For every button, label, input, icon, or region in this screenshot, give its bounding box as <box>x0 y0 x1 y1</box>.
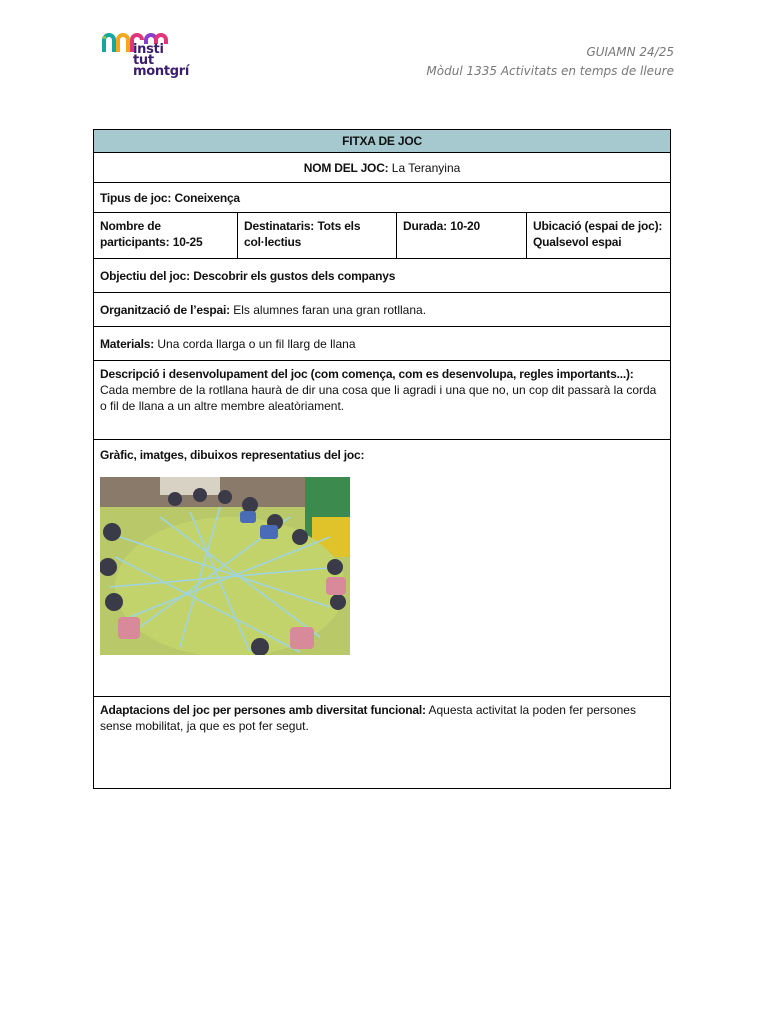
objective-cell <box>94 259 671 293</box>
sheet-title: FITXA DE JOC <box>342 134 422 148</box>
materials-label: Materials: <box>100 336 155 351</box>
adaptations-label: Adaptacions del joc per persones amb diversitat funcional: <box>100 703 426 717</box>
participants-label: Nombre de participants: <box>100 219 170 249</box>
game-type-cell <box>94 183 671 213</box>
objective-row <box>94 259 671 293</box>
game-name-label: NOM DEL JOC: <box>303 160 389 175</box>
adaptations-cell <box>94 697 671 789</box>
duration-label: Durada: <box>403 219 447 233</box>
duration-value: 10-20 <box>450 219 480 233</box>
organization-value: Els alumnes faran una gran rotllana. <box>233 302 427 317</box>
logo-line-1: insti <box>133 42 164 57</box>
organization-cell <box>94 293 671 327</box>
module-name: Mòdul 1335 Activitats en temps de lleure <box>426 64 674 78</box>
description-cell <box>94 361 671 440</box>
duration-cell <box>397 213 527 259</box>
name-row <box>94 153 671 183</box>
participants-value: 10-25 <box>172 235 203 249</box>
doc-code: GUIAMN 24/25 <box>586 45 674 59</box>
game-sheet-table <box>93 129 671 789</box>
game-name-cell <box>94 153 671 183</box>
materials-cell <box>94 327 671 361</box>
type-row <box>94 183 671 213</box>
participants-cell <box>94 213 238 259</box>
graphics-label: Gràfic, imatges, dibuixos representatius del joc: <box>100 448 365 462</box>
location-cell <box>527 213 671 259</box>
organization-row <box>94 293 671 327</box>
description-label: Descripció i desenvolupament del joc (com comença, com es desenvolupa, regles importants...): <box>100 367 634 381</box>
title-row <box>94 130 671 153</box>
adaptations-row <box>94 697 671 789</box>
game-type-value: Coneixença <box>174 190 240 205</box>
document-header <box>426 43 674 81</box>
objective-value: Descobrir els gustos dels companys <box>193 268 396 283</box>
description-value: Cada membre de la rotllana haurà de dir una cosa que li agradi i una que no, un cop dit passarà la corda o fil de llana a un altre membre aleatòriament. <box>100 383 657 413</box>
institut-montgri-logo <box>100 32 210 84</box>
materials-row <box>94 327 671 361</box>
location-value: Qualsevol espai <box>533 235 622 249</box>
graphics-row <box>94 440 671 697</box>
sheet-title-cell <box>94 130 671 153</box>
game-name-value: La Teranyina <box>391 160 461 175</box>
recipients-label: Destinataris: <box>244 219 315 233</box>
game-type-label: Tipus de joc: <box>100 190 172 205</box>
adaptations-value: Aquesta activitat la poden fer persones sense mobilitat, ja que es pot fer segut. <box>100 703 636 733</box>
objective-label: Objectiu del joc: <box>100 268 190 283</box>
game-photo-image <box>100 477 350 655</box>
materials-value: Una corda llarga o un fil llarg de llana <box>157 336 356 351</box>
logo-line-3: montgrí <box>133 64 190 79</box>
recipients-cell <box>238 213 397 259</box>
details-row <box>94 213 671 259</box>
organization-label: Organització de l’espai: <box>100 302 230 317</box>
location-label: Ubicació (espai de joc): <box>533 219 663 233</box>
description-row <box>94 361 671 440</box>
graphics-cell <box>94 440 671 697</box>
logo-wordmark <box>133 44 189 77</box>
logo-line-2: tut <box>133 53 154 68</box>
recipients-value: Tots els col·lectius <box>244 219 361 249</box>
